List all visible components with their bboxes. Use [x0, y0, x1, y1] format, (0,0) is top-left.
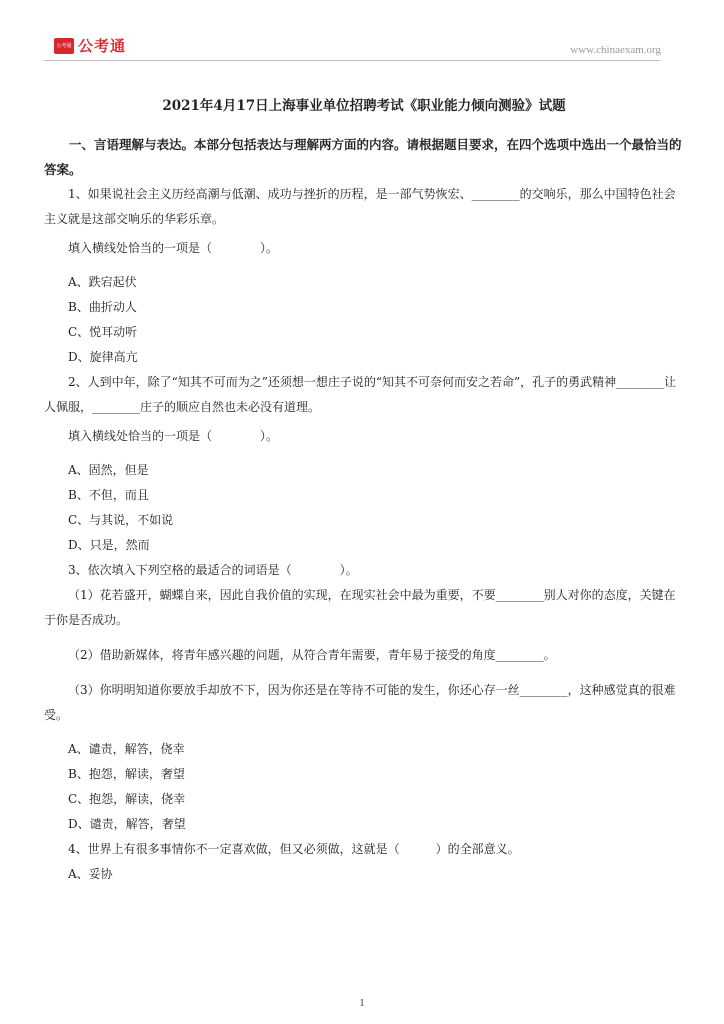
- sub-question-3: （3）你明明知道你要放手却放不下，因为你还是在等待不可能的发生，你还心存一丝________，这种感觉真的很难受。: [44, 683, 676, 722]
- header-divider: [44, 60, 660, 61]
- brand-logo[interactable]: [54, 35, 126, 56]
- page-number: 1: [359, 998, 365, 1009]
- option-c: C、抱怨，解读，侥幸: [68, 792, 186, 806]
- logo-badge-icon: 公考通: [54, 38, 74, 54]
- question-stem: 4、世界上有很多事情你不一定喜欢做，但又必须做，这就是（ ）的全部意义。: [68, 842, 520, 856]
- question-prompt: 填入横线处恰当的一项是（ ）。: [68, 429, 279, 443]
- question-prompt: 填入横线处恰当的一项是（ ）。: [68, 241, 279, 255]
- option-a: A、跌宕起伏: [68, 275, 137, 289]
- document-body: [44, 96, 684, 887]
- question-3: [44, 558, 684, 837]
- question-stem: 1、如果说社会主义历经高潮与低潮、成功与挫折的历程，是一部气势恢宏、________的交响乐，那么中国特色社会主义就是这部交响乐的华彩乐章。: [44, 187, 676, 226]
- sub-question-1: （1）花若盛开，蝴蝶自来，因此自我价值的实现，在现实社会中最为重要，不要________别人对你的态度，关键在于你是否成功。: [44, 588, 676, 627]
- option-a: A、妥协: [68, 867, 113, 881]
- question-1: [44, 182, 684, 370]
- option-d: D、旋律高亢: [68, 350, 138, 364]
- page-header: [0, 0, 724, 64]
- page-title: 2021年4月17日上海事业单位招聘考试《职业能力倾向测验》试题: [162, 98, 566, 114]
- option-d: D、谴责，解答，奢望: [68, 817, 186, 831]
- option-b: B、不但，而且: [68, 488, 149, 502]
- logo-text: 公考通: [78, 37, 127, 55]
- option-c: C、悦耳动听: [68, 325, 138, 339]
- option-b: B、抱怨，解读，奢望: [68, 767, 185, 781]
- option-c: C、与其说，不如说: [68, 513, 174, 527]
- question-4: [44, 837, 684, 887]
- site-url-link[interactable]: www.chinaexam.org: [570, 44, 661, 56]
- option-a: A、谴责，解答，侥幸: [68, 742, 185, 756]
- question-stem: 3、依次填入下列空格的最适合的词语是（ ）。: [68, 563, 358, 577]
- option-b: B、曲折动人: [68, 300, 137, 314]
- option-a: A、固然，但是: [68, 463, 149, 477]
- section-heading: 一、言语理解与表达。本部分包括表达与理解两方面的内容。请根据题目要求，在四个选项中选出一个最恰当的答案。: [44, 137, 682, 177]
- sub-question-2: （2）借助新媒体，将青年感兴趣的问题，从符合青年需要，青年易于接受的角度________。: [68, 648, 556, 662]
- question-2: [44, 370, 684, 558]
- option-d: D、只是，然而: [68, 538, 150, 552]
- question-stem: 2、人到中年，除了“知其不可而为之”还须想一想庄子说的“知其不可奈何而安之若命”，孔子的勇武精神________让人佩服，________庄子的顺应自然也未必没有道理。: [44, 375, 677, 414]
